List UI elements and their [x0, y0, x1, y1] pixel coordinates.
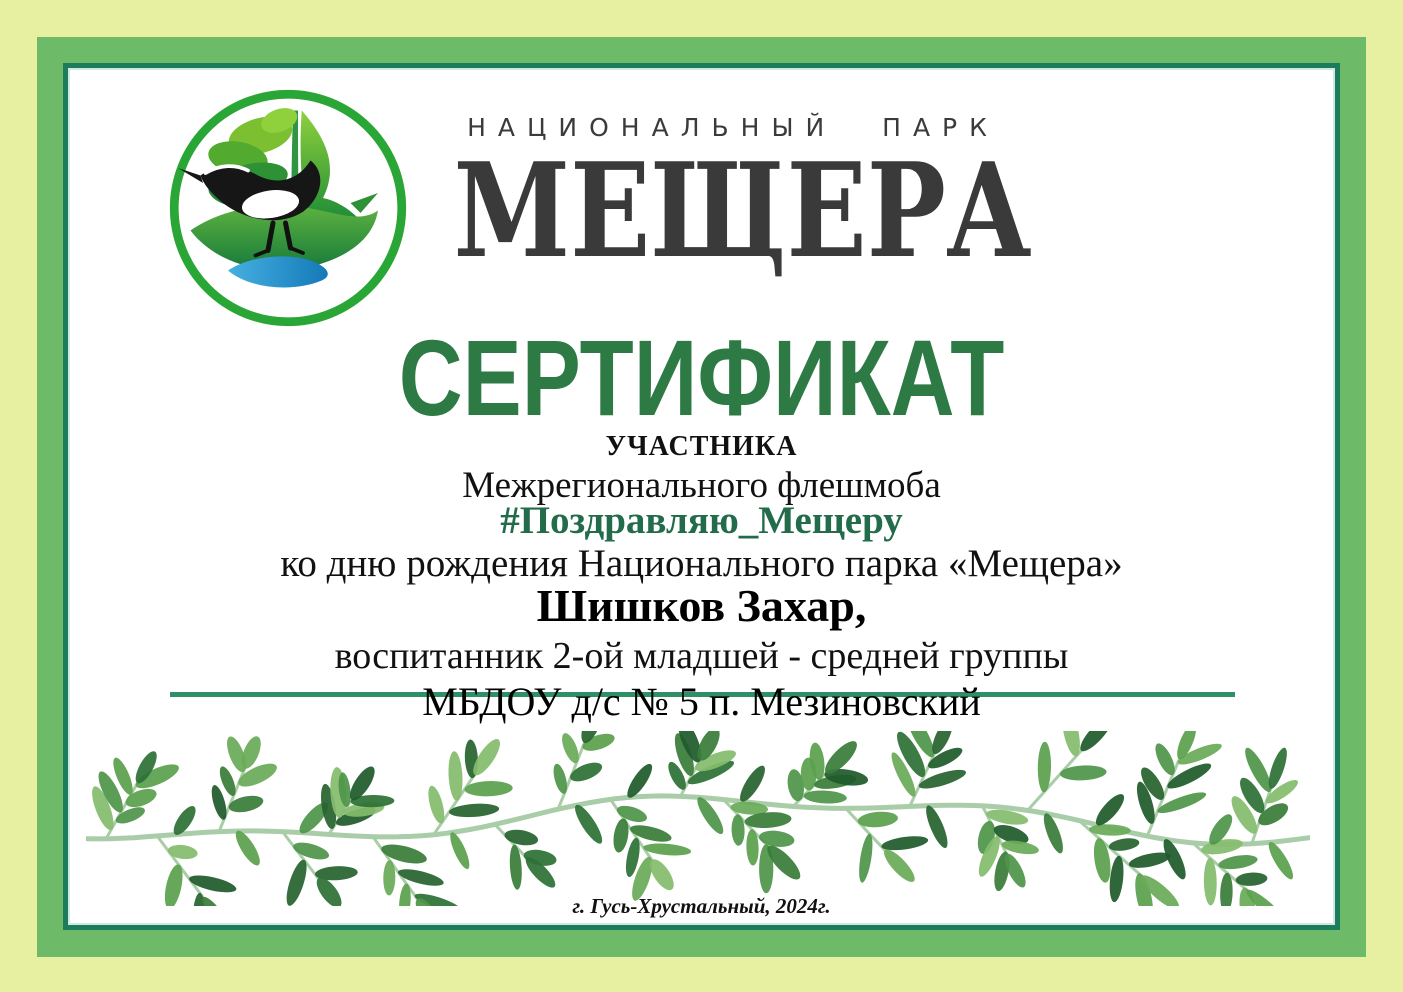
recipient-name: Шишков Захар, — [536, 580, 867, 631]
event-line: Межрегионального флешмоба — [462, 465, 941, 506]
recipient-role: воспитанник 2-ой младшей - средней группы — [334, 635, 1069, 677]
hashtag-line: #Поздравляю_Мещеру — [500, 499, 903, 542]
park-label: НАЦИОНАЛЬНЫЙ ПАРК — [467, 113, 999, 142]
occasion-line: ко дню рождения Национального парка «Мещера» — [280, 542, 1123, 585]
certificate-subtitle: УЧАСТНИКА — [605, 431, 798, 462]
meshchera-park-logo-icon — [163, 83, 413, 333]
outer-frame — [37, 37, 1366, 957]
certificate-title: СЕРТИФИКАТ — [398, 317, 1005, 438]
park-name: МЕЩЕРА — [453, 134, 1032, 287]
place-date: г. Гусь-Хрустальный, 2024г. — [572, 894, 831, 918]
certificate-body — [63, 63, 1340, 930]
organization-line: МБДОУ д/с № 5 п. Мезиновский — [422, 679, 981, 724]
leaf-garland-illustration — [86, 731, 1310, 906]
